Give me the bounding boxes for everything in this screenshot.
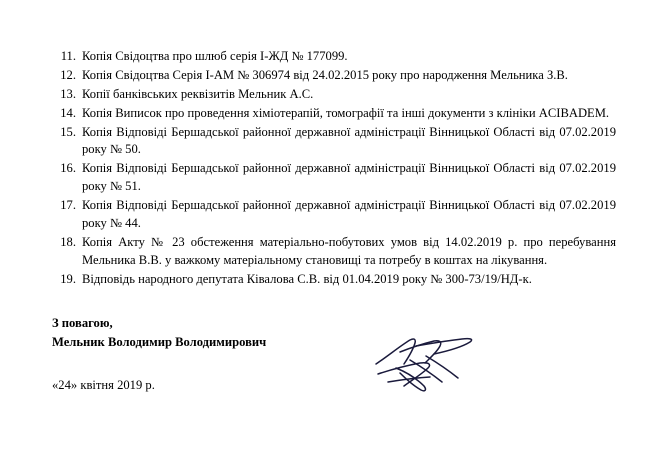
attachment-list bbox=[52, 48, 616, 288]
list-item-number: 11. bbox=[60, 49, 76, 63]
list-item-text: Копія Відповіді Бершадської районної державної адміністрації Вінницької Області від 07.02.2019 року № 44. bbox=[82, 198, 616, 230]
closing-salutation: З повагою, bbox=[52, 316, 113, 331]
list-item-number: 15. bbox=[60, 124, 76, 139]
list-item-text: Копія Свідоцтва Серія І-АМ № 306974 від 24.02.2015 року про народження Мельника З.В. bbox=[82, 67, 568, 82]
date-line: «24» квітня 2019 р. bbox=[52, 378, 155, 393]
closing-block bbox=[52, 314, 616, 352]
list-item-number: 12. bbox=[60, 67, 76, 82]
list-item-number: 18. bbox=[60, 234, 76, 249]
list-item-text: Копії банківських реквізитів Мельник А.С. bbox=[82, 86, 314, 101]
list-item-text: Копія Відповіді Бершадської районної державної адміністрації Вінницької Області від 07.02.2019 року № 51. bbox=[82, 161, 616, 194]
list-item-text: Відповідь народного депутата Ківалова С.В. від 01.04.2019 року № 300-73/19/НД-к. bbox=[82, 271, 532, 286]
list-item bbox=[52, 197, 616, 233]
list-item-number: 13. bbox=[60, 86, 76, 101]
list-item-number: 19. bbox=[60, 271, 76, 286]
list-item-text: Копія Виписок про проведення хіміотерапій, томографії та інші документи з клініки ACIBADEM. bbox=[82, 105, 610, 120]
list-item-text: Копія Відповіді Бершадської районної державної адміністрації Вінницької Області від 07.02.2019 року № 50. bbox=[82, 124, 616, 157]
list-item bbox=[52, 160, 616, 196]
list-item-number: 14. bbox=[60, 105, 76, 120]
list-item bbox=[52, 271, 616, 289]
list-item-text: Копія Свідоцтва про шлюб серія І-ЖД № 177099. bbox=[82, 49, 348, 63]
list-item bbox=[52, 86, 616, 104]
list-item-number: 16. bbox=[60, 161, 76, 176]
list-item bbox=[52, 105, 616, 123]
signer-name: Мельник Володимир Володимирович bbox=[52, 335, 267, 350]
list-item bbox=[52, 48, 616, 66]
list-item bbox=[52, 234, 616, 270]
list-item bbox=[52, 67, 616, 85]
list-item-number: 17. bbox=[60, 198, 76, 212]
list-item bbox=[52, 124, 616, 160]
list-item-text: Копія Акту № 23 обстеження матеріально-побутових умов від 14.02.2019 р. про перебування Мельника В.В. у важкому матеріальному становищі та потребу в коштах на лікування. bbox=[82, 234, 616, 267]
